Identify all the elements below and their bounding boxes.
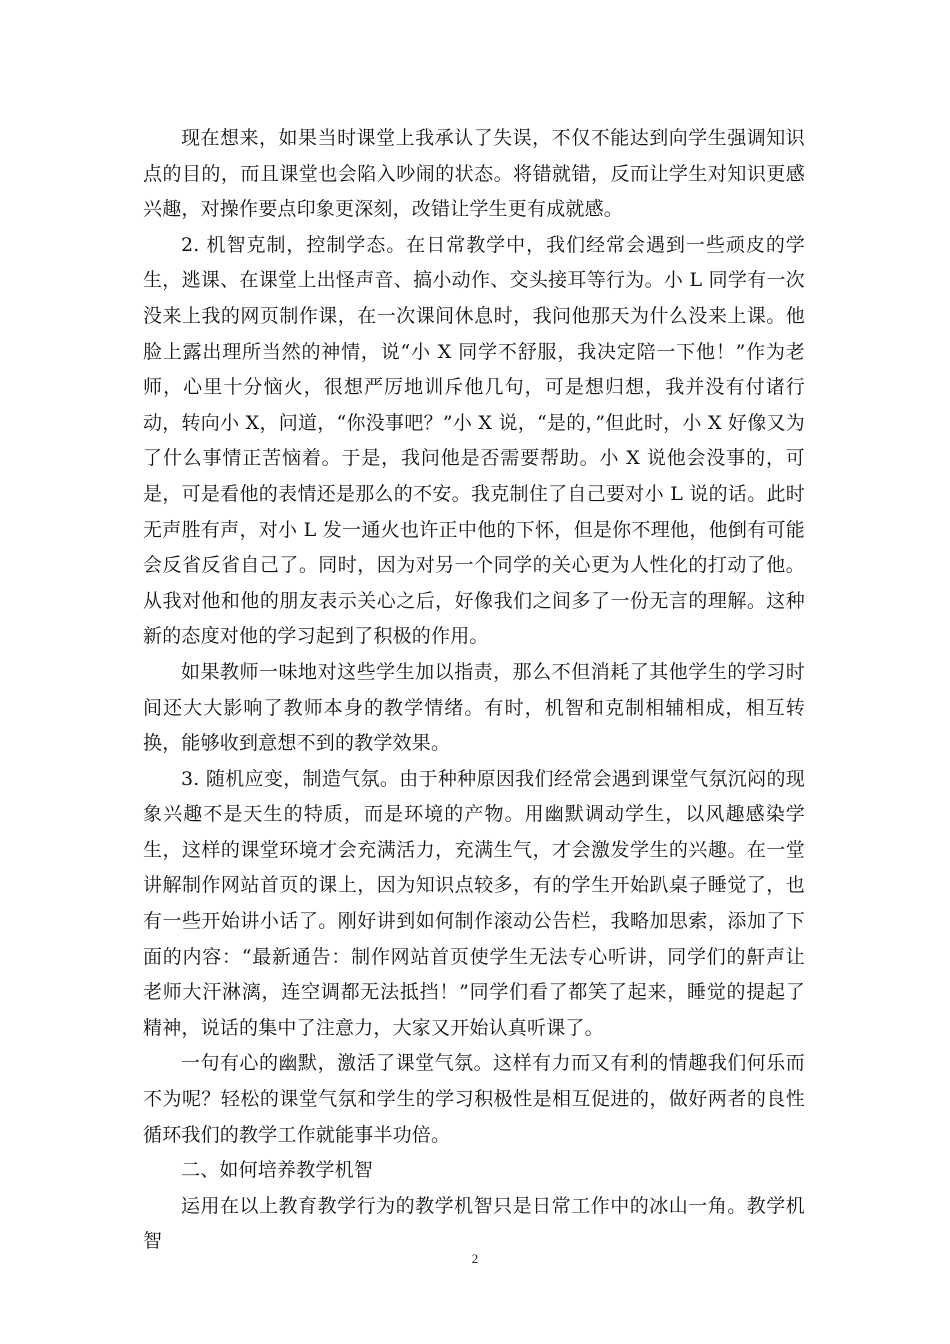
page-number: 2 [471, 1251, 479, 1266]
paragraph-point-2: 2. 机智克制，控制学态。在日常教学中，我们经常会遇到一些顽皮的学生，逃课、在课堂上出怪声音、搞小动作、交头接耳等行为。小 L 同学有一次没来上我的网页制作课，在一次课间休息时，我问他那天为什么没来上课。他脸上露出理所当然的神情，说“小 X 同学不舒服，我决定陪一下他！”作为老师，心里十分恼火，很想严厉地训斥他几句，可是想归想，我并没有付诸行动，转向小 X，问道，“你没事吧？”小 X 说，“是的，”但此时，小 X 好像又为了什么事情正苦恼着。于是，我问他是否需要帮助。小 X 说他会没事的，可是，可是看他的表情还是那么的不安。我克制住了自己要对小 L 说的话。此时无声胜有声，对小 L 发一通火也许正中他的下怀，但是你不理他，他倒有可能会反省反省自己了。同时，因为对另一个同学的关心更为人性化的打动了他。从我对他和他的朋友表示关心之后，好像我们之间多了一份无言的理解。这种新的态度对他的学习起到了积极的作用。 [143, 233, 805, 648]
document-body [143, 121, 805, 1260]
paragraph-point-2-summary: 如果教师一味地对这些学生加以指责，那么不但消耗了其他学生的学习时间还大大影响了教师本身的教学情绪。有时，机智和克制相辅相成，相互转换，能够收到意想不到的教学效果。 [143, 660, 805, 755]
paragraph-section-intro: 运用在以上教育教学行为的教学机智只是日常工作中的冰山一角。教学机智 [143, 1194, 805, 1253]
paragraph-reflection: 现在想来，如果当时课堂上我承认了失误，不仅不能达到向学生强调知识点的目的，而且课堂也会陷入吵闹的状态。将错就错，反而让学生对知识更感兴趣，对操作要点印象更深刻，改错让学生更有成就感。 [143, 127, 805, 221]
paragraph-point-3: 3. 随机应变，制造气氛。由于种种原因我们经常会遇到课堂气氛沉闷的现象兴趣不是天生的特质，而是环境的产物。用幽默调动学生，以风趣感染学生，这样的课堂环境才会充满活力，充满生气，才会激发学生的兴趣。在一堂讲解制作网站首页的课上，因为知识点较多，有的学生开始趴桌子睡觉了，也有一些开始讲小话了。刚好讲到如何制作滚动公告栏，我略加思索，添加了下面的内容：“最新通告：制作网站首页使学生无法专心听讲，同学们的鼾声让老师大汗淋漓，连空调都无法抵挡！”同学们看了都笑了起来，睡觉的提起了精神，说话的集中了注意力，大家又开始认真听课了。 [143, 767, 805, 1039]
section-heading: 二、如何培养教学机智 [181, 1159, 374, 1182]
paragraph-point-3-summary: 一句有心的幽默，激活了课堂气氛。这样有力而又有利的情趣我们何乐而不为呢？轻松的课堂气氛和学生的学习积极性是相互促进的，做好两者的良性循环我们的教学工作就能事半功倍。 [143, 1052, 805, 1146]
